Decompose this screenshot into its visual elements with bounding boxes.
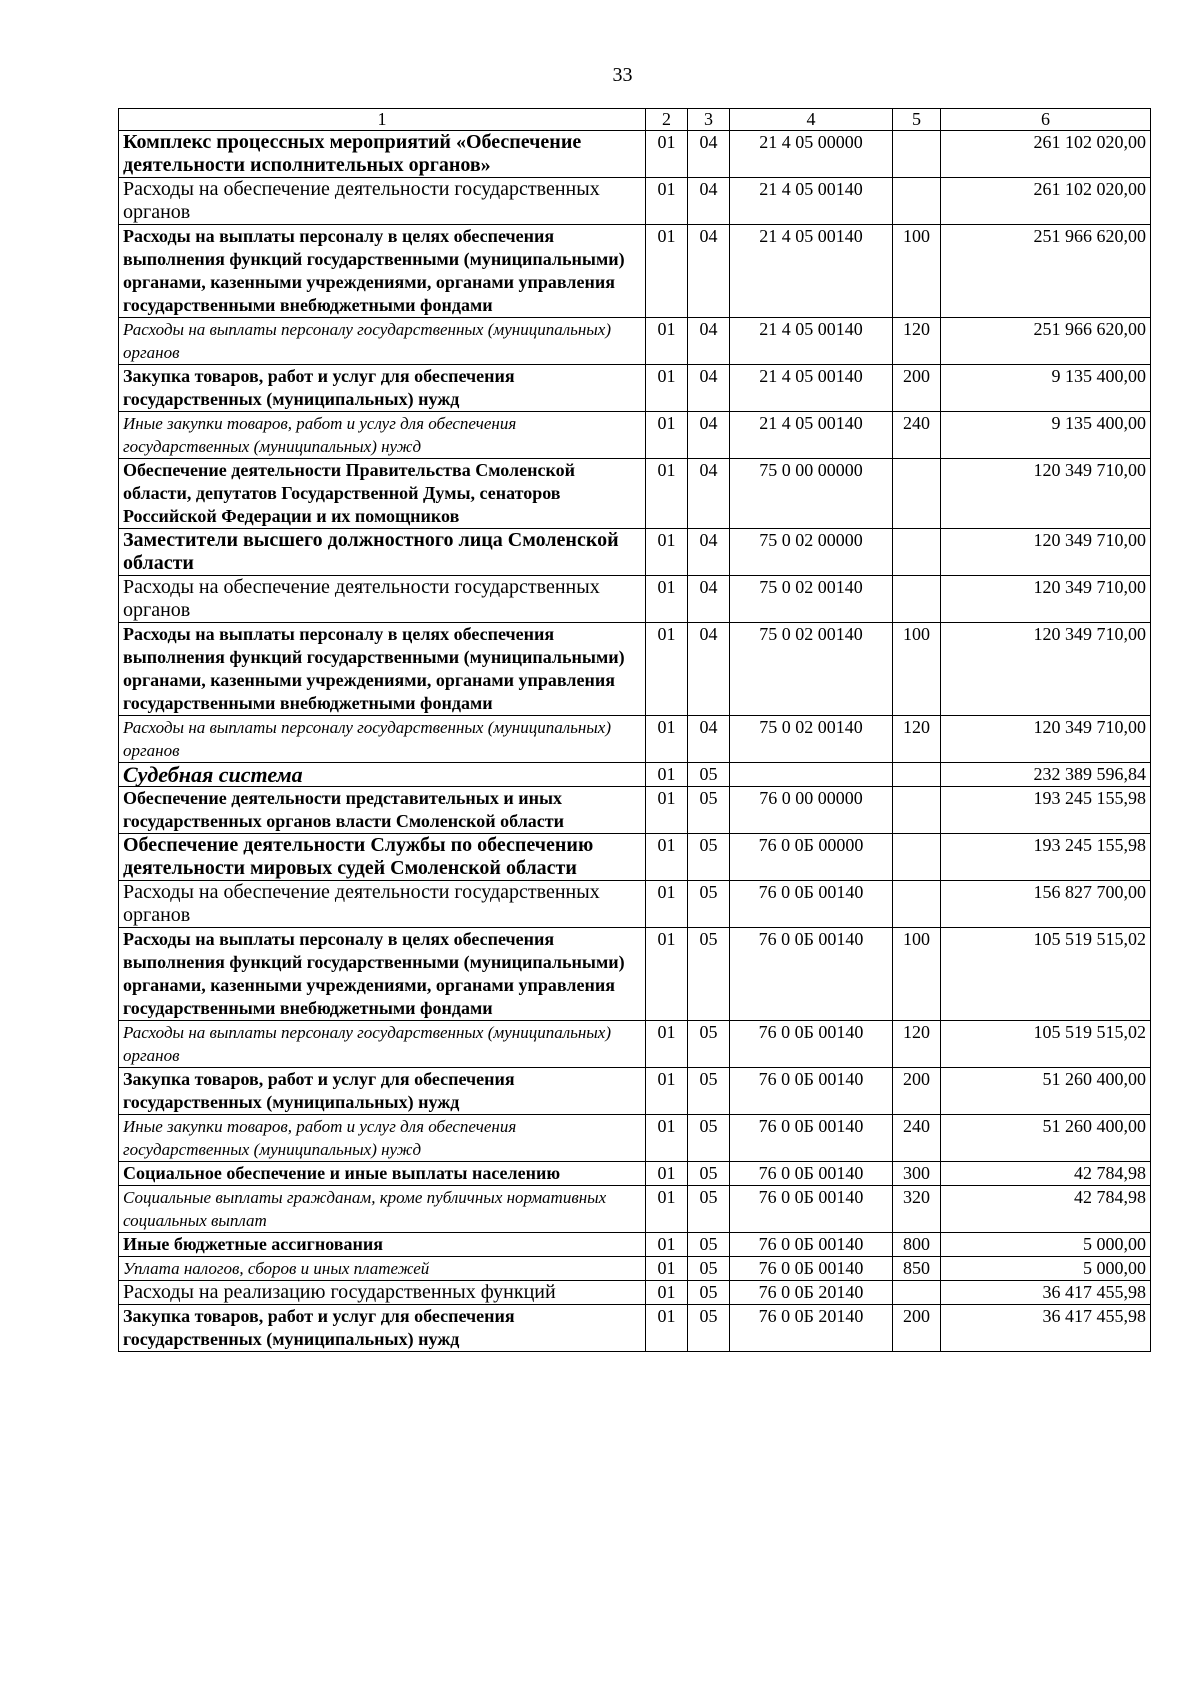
row-target-code: 75 0 02 00000 xyxy=(730,529,893,576)
row-subsection: 04 xyxy=(688,225,730,318)
table-row xyxy=(119,1305,1151,1352)
row-subsection: 05 xyxy=(688,1233,730,1257)
row-target-code: 76 0 0Б 00000 xyxy=(730,834,893,881)
row-target-code: 75 0 02 00140 xyxy=(730,623,893,716)
row-name: Расходы на обеспечение деятельности государственных органов xyxy=(119,178,646,225)
row-subsection: 05 xyxy=(688,1186,730,1233)
row-name: Иные бюджетные ассигнования xyxy=(119,1233,646,1257)
table-row xyxy=(119,1068,1151,1115)
row-amount: 261 102 020,00 xyxy=(941,178,1151,225)
page-number: 33 xyxy=(612,64,633,86)
header-col-5: 5 xyxy=(893,109,941,131)
row-name: Уплата налогов, сборов и иных платежей xyxy=(119,1257,646,1281)
row-subsection: 05 xyxy=(688,1257,730,1281)
row-target-code: 76 0 0Б 00140 xyxy=(730,881,893,928)
row-target-code: 21 4 05 00000 xyxy=(730,131,893,178)
row-subsection: 05 xyxy=(688,1021,730,1068)
row-expense-type xyxy=(893,881,941,928)
row-name: Обеспечение деятельности Службы по обеспечению деятельности мировых судей Смоленской области xyxy=(119,834,646,881)
table-row xyxy=(119,1186,1151,1233)
row-name: Социальные выплаты гражданам, кроме публичных нормативных социальных выплат xyxy=(119,1186,646,1233)
row-expense-type: 100 xyxy=(893,623,941,716)
row-section: 01 xyxy=(646,1115,688,1162)
row-amount: 261 102 020,00 xyxy=(941,131,1151,178)
row-name: Расходы на выплаты персоналу в целях обеспечения выполнения функций государственными (муниципальными) органами, казенными учреждениями, органами управления государственными внебюджетными фондами xyxy=(119,225,646,318)
row-amount: 42 784,98 xyxy=(941,1162,1151,1186)
row-section: 01 xyxy=(646,459,688,529)
row-name: Закупка товаров, работ и услуг для обеспечения государственных (муниципальных) нужд xyxy=(119,1068,646,1115)
table-header-row xyxy=(119,109,1151,131)
row-amount: 36 417 455,98 xyxy=(941,1305,1151,1352)
row-target-code: 76 0 0Б 00140 xyxy=(730,1068,893,1115)
row-target-code: 75 0 02 00140 xyxy=(730,716,893,763)
row-subsection: 04 xyxy=(688,459,730,529)
row-expense-type: 320 xyxy=(893,1186,941,1233)
row-target-code: 76 0 0Б 00140 xyxy=(730,1115,893,1162)
row-target-code: 76 0 0Б 00140 xyxy=(730,1021,893,1068)
row-amount: 251 966 620,00 xyxy=(941,318,1151,365)
row-subsection: 05 xyxy=(688,787,730,834)
row-section: 01 xyxy=(646,318,688,365)
row-expense-type xyxy=(893,1281,941,1305)
table-row xyxy=(119,178,1151,225)
row-target-code: 76 0 0Б 20140 xyxy=(730,1281,893,1305)
row-target-code: 76 0 0Б 20140 xyxy=(730,1305,893,1352)
row-expense-type: 240 xyxy=(893,412,941,459)
table-row xyxy=(119,1233,1151,1257)
table-row xyxy=(119,459,1151,529)
table-row xyxy=(119,365,1151,412)
row-section: 01 xyxy=(646,928,688,1021)
row-amount: 5 000,00 xyxy=(941,1233,1151,1257)
row-name: Расходы на выплаты персоналу государственных (муниципальных) органов xyxy=(119,1021,646,1068)
row-amount: 9 135 400,00 xyxy=(941,365,1151,412)
row-name: Заместители высшего должностного лица Смоленской области xyxy=(119,529,646,576)
row-name: Иные закупки товаров, работ и услуг для обеспечения государственных (муниципальных) нужд xyxy=(119,1115,646,1162)
row-subsection: 05 xyxy=(688,928,730,1021)
table-row xyxy=(119,928,1151,1021)
row-subsection: 05 xyxy=(688,1281,730,1305)
table-row xyxy=(119,787,1151,834)
row-target-code: 21 4 05 00140 xyxy=(730,225,893,318)
row-target-code: 76 0 0Б 00140 xyxy=(730,1257,893,1281)
row-target-code: 76 0 0Б 00140 xyxy=(730,928,893,1021)
row-subsection: 04 xyxy=(688,178,730,225)
row-section: 01 xyxy=(646,881,688,928)
row-section: 01 xyxy=(646,1186,688,1233)
budget-table xyxy=(118,108,1151,1352)
table-row xyxy=(119,576,1151,623)
row-subsection: 05 xyxy=(688,1115,730,1162)
row-subsection: 05 xyxy=(688,834,730,881)
row-expense-type: 800 xyxy=(893,1233,941,1257)
row-target-code: 21 4 05 00140 xyxy=(730,318,893,365)
row-amount: 193 245 155,98 xyxy=(941,834,1151,881)
row-subsection: 05 xyxy=(688,763,730,787)
row-expense-type: 300 xyxy=(893,1162,941,1186)
row-section: 01 xyxy=(646,787,688,834)
row-section: 01 xyxy=(646,178,688,225)
row-name: Судебная система xyxy=(119,763,646,787)
row-name: Расходы на выплаты персоналу государственных (муниципальных) органов xyxy=(119,716,646,763)
row-name: Обеспечение деятельности представительных и иных государственных органов власти Смоленской области xyxy=(119,787,646,834)
row-expense-type: 200 xyxy=(893,1068,941,1115)
header-col-4: 4 xyxy=(730,109,893,131)
row-target-code: 76 0 0Б 00140 xyxy=(730,1162,893,1186)
row-section: 01 xyxy=(646,1162,688,1186)
row-section: 01 xyxy=(646,623,688,716)
table-row xyxy=(119,1162,1151,1186)
row-section: 01 xyxy=(646,1281,688,1305)
table-row xyxy=(119,623,1151,716)
row-expense-type xyxy=(893,787,941,834)
table-row xyxy=(119,225,1151,318)
table-row xyxy=(119,763,1151,787)
table-row xyxy=(119,1115,1151,1162)
row-amount: 5 000,00 xyxy=(941,1257,1151,1281)
row-section: 01 xyxy=(646,1068,688,1115)
row-section: 01 xyxy=(646,763,688,787)
row-target-code: 76 0 0Б 00140 xyxy=(730,1186,893,1233)
row-expense-type: 120 xyxy=(893,716,941,763)
row-name: Закупка товаров, работ и услуг для обеспечения государственных (муниципальных) нужд xyxy=(119,1305,646,1352)
row-section: 01 xyxy=(646,131,688,178)
table-row xyxy=(119,318,1151,365)
row-amount: 193 245 155,98 xyxy=(941,787,1151,834)
row-amount: 42 784,98 xyxy=(941,1186,1151,1233)
row-amount: 9 135 400,00 xyxy=(941,412,1151,459)
row-expense-type: 200 xyxy=(893,365,941,412)
row-expense-type xyxy=(893,763,941,787)
row-target-code: 21 4 05 00140 xyxy=(730,365,893,412)
row-section: 01 xyxy=(646,716,688,763)
row-subsection: 04 xyxy=(688,623,730,716)
row-expense-type: 200 xyxy=(893,1305,941,1352)
row-expense-type xyxy=(893,131,941,178)
row-expense-type: 120 xyxy=(893,318,941,365)
row-expense-type: 240 xyxy=(893,1115,941,1162)
row-name: Расходы на обеспечение деятельности государственных органов xyxy=(119,576,646,623)
row-name: Обеспечение деятельности Правительства Смоленской области, депутатов Государственной Думы, сенаторов Российской Федерации и их помощников xyxy=(119,459,646,529)
row-section: 01 xyxy=(646,365,688,412)
row-name: Расходы на реализацию государственных функций xyxy=(119,1281,646,1305)
table-row xyxy=(119,1021,1151,1068)
row-section: 01 xyxy=(646,529,688,576)
row-subsection: 04 xyxy=(688,576,730,623)
row-section: 01 xyxy=(646,834,688,881)
row-amount: 36 417 455,98 xyxy=(941,1281,1151,1305)
row-amount: 120 349 710,00 xyxy=(941,459,1151,529)
row-amount: 120 349 710,00 xyxy=(941,576,1151,623)
row-section: 01 xyxy=(646,1233,688,1257)
header-col-6: 6 xyxy=(941,109,1151,131)
row-expense-type xyxy=(893,834,941,881)
table-row xyxy=(119,412,1151,459)
table-row xyxy=(119,1257,1151,1281)
row-target-code: 21 4 05 00140 xyxy=(730,412,893,459)
row-expense-type: 120 xyxy=(893,1021,941,1068)
header-col-1: 1 xyxy=(119,109,646,131)
row-name: Социальное обеспечение и иные выплаты населению xyxy=(119,1162,646,1186)
row-target-code: 76 0 00 00000 xyxy=(730,787,893,834)
row-section: 01 xyxy=(646,225,688,318)
row-subsection: 04 xyxy=(688,131,730,178)
row-name: Расходы на выплаты персоналу в целях обеспечения выполнения функций государственными (муниципальными) органами, казенными учреждениями, органами управления государственными внебюджетными фондами xyxy=(119,928,646,1021)
row-name: Закупка товаров, работ и услуг для обеспечения государственных (муниципальных) нужд xyxy=(119,365,646,412)
row-subsection: 04 xyxy=(688,365,730,412)
row-section: 01 xyxy=(646,412,688,459)
row-subsection: 04 xyxy=(688,412,730,459)
row-subsection: 05 xyxy=(688,881,730,928)
row-target-code xyxy=(730,763,893,787)
row-name: Расходы на выплаты персоналу в целях обеспечения выполнения функций государственными (муниципальными) органами, казенными учреждениями, органами управления государственными внебюджетными фондами xyxy=(119,623,646,716)
row-amount: 156 827 700,00 xyxy=(941,881,1151,928)
row-subsection: 05 xyxy=(688,1305,730,1352)
row-name: Расходы на обеспечение деятельности государственных органов xyxy=(119,881,646,928)
row-target-code: 75 0 00 00000 xyxy=(730,459,893,529)
row-amount: 51 260 400,00 xyxy=(941,1115,1151,1162)
row-subsection: 04 xyxy=(688,529,730,576)
row-subsection: 04 xyxy=(688,716,730,763)
row-section: 01 xyxy=(646,1021,688,1068)
row-subsection: 05 xyxy=(688,1068,730,1115)
table-row xyxy=(119,881,1151,928)
row-expense-type xyxy=(893,178,941,225)
row-section: 01 xyxy=(646,1257,688,1281)
table-row xyxy=(119,834,1151,881)
row-amount: 51 260 400,00 xyxy=(941,1068,1151,1115)
table-row xyxy=(119,1281,1151,1305)
table-row xyxy=(119,716,1151,763)
table-row xyxy=(119,529,1151,576)
row-target-code: 75 0 02 00140 xyxy=(730,576,893,623)
row-section: 01 xyxy=(646,1305,688,1352)
row-subsection: 05 xyxy=(688,1162,730,1186)
table-row xyxy=(119,131,1151,178)
row-amount: 120 349 710,00 xyxy=(941,716,1151,763)
row-amount: 232 389 596,84 xyxy=(941,763,1151,787)
row-section: 01 xyxy=(646,576,688,623)
header-col-2: 2 xyxy=(646,109,688,131)
row-target-code: 21 4 05 00140 xyxy=(730,178,893,225)
row-amount: 120 349 710,00 xyxy=(941,623,1151,716)
row-subsection: 04 xyxy=(688,318,730,365)
row-expense-type xyxy=(893,459,941,529)
row-expense-type: 850 xyxy=(893,1257,941,1281)
row-amount: 105 519 515,02 xyxy=(941,928,1151,1021)
row-expense-type: 100 xyxy=(893,225,941,318)
row-amount: 120 349 710,00 xyxy=(941,529,1151,576)
row-target-code: 76 0 0Б 00140 xyxy=(730,1233,893,1257)
row-name: Расходы на выплаты персоналу государственных (муниципальных) органов xyxy=(119,318,646,365)
row-amount: 251 966 620,00 xyxy=(941,225,1151,318)
header-col-3: 3 xyxy=(688,109,730,131)
row-name: Комплекс процессных мероприятий «Обеспечение деятельности исполнительных органов» xyxy=(119,131,646,178)
row-name: Иные закупки товаров, работ и услуг для обеспечения государственных (муниципальных) нужд xyxy=(119,412,646,459)
row-expense-type: 100 xyxy=(893,928,941,1021)
row-expense-type xyxy=(893,576,941,623)
row-amount: 105 519 515,02 xyxy=(941,1021,1151,1068)
row-expense-type xyxy=(893,529,941,576)
